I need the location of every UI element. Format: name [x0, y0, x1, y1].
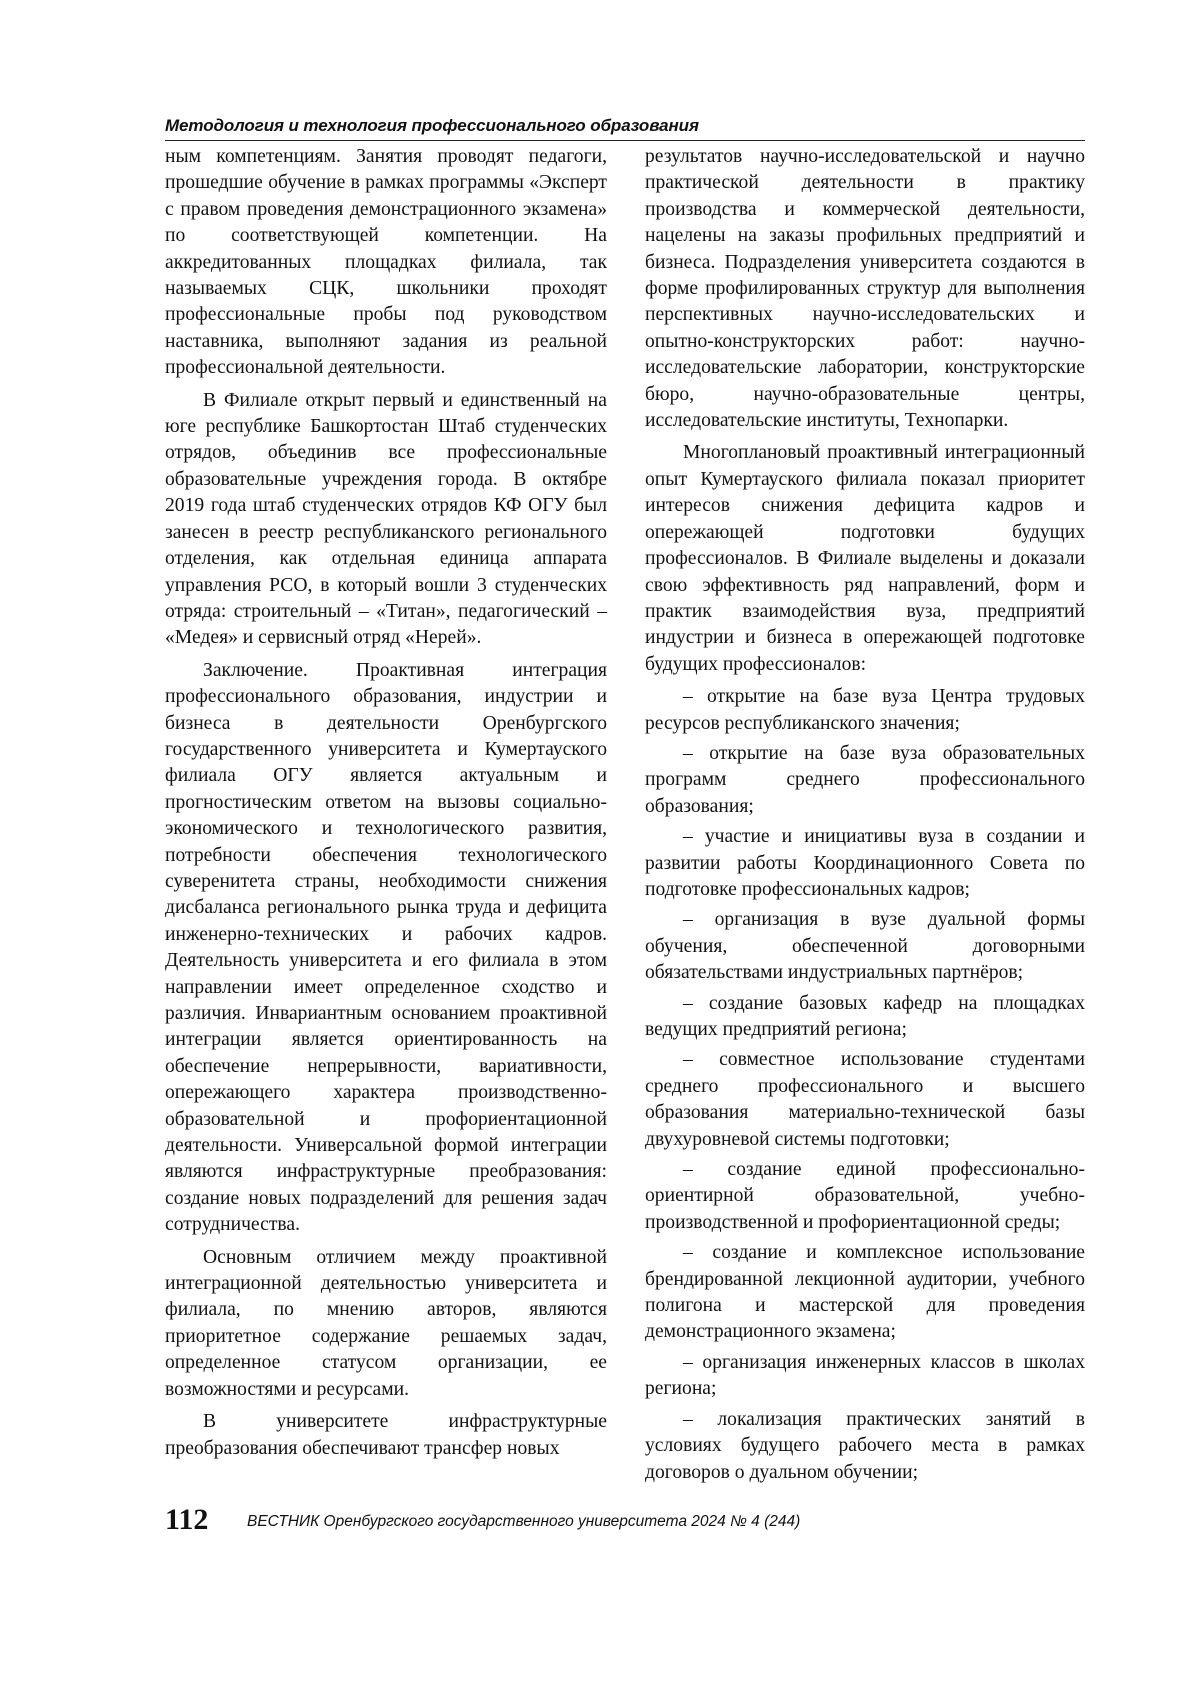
- list-item: – создание базовых кафедр на площадках ведущих предприятий региона;: [645, 992, 1085, 1040]
- list-item: – локализация практических занятий в условиях будущего рабочего места в рамках договоров о дуальном обучении;: [645, 1408, 1085, 1483]
- paragraph: В университете инфраструктурные преобразования обеспечивают трансфер новых: [165, 1411, 607, 1459]
- list-item: – организация инженерных классов в школах региона;: [645, 1351, 1085, 1400]
- paragraph: Заключение. Проактивная интеграция профессионального образования, индустрии и бизнеса в деятельности Оренбургского государственного университета и Кумертауского филиала ОГУ является актуальным и прогностическим ответом на вызовы социально-экономического и технологического развития, потребности обеспечения технологического суверенитета страны, необходимости снижения дисбаланса регионального рынка труда и дефицита инженерно-технических и рабочих кадров. Деятельность университета и его филиала в этом направлении имеет определенное сходство и различия. Инвариантным основанием проактивной интеграции является ориентированность на обеспечение непрерывности, вариативности, опережающего характера производственно-образовательной и профориентационной деятельности. Универсальной формой интеграции являются инфраструктурные преобразования: создание новых подразделений для решения задач сотрудничества.: [165, 659, 607, 1236]
- journal-title: ВЕСТНИК Оренбургского государственного университета 2024 № 4 (244): [247, 1513, 801, 1530]
- paragraph: Многоплановый проактивный интеграционный опыт Кумертауского филиала показал приоритет интересов снижения дефицита кадров и опережающей подготовки будущих профессионалов. В Филиале выделены и доказали свою эффективность ряд направлений, форм и практик взаимодействия вуза, предприятий индустрии и бизнеса в опережающей подготовке будущих профессионалов:: [645, 442, 1085, 675]
- list-item: – участие и инициативы вуза в создании и развитии работы Координационного Совета по подготовке профессиональных кадров;: [645, 826, 1085, 900]
- paragraph: В Филиале открыт первый и единственный на юге республике Башкортостан Штаб студенческих отрядов, объединив все профессиональные образовательные учреждения города. В октябре 2019 года штаб студенческих отрядов КФ ОГУ был занесен в реестр республиканского регионального отделения, как отдельная единица аппарата управления РСО, в который вошли 3 студенческих отряда: строительный – «Титан», педагогический – «Медея» и сервисный отряд «Нерей».: [165, 389, 607, 649]
- paragraph: ным компетенциям. Занятия проводят педагоги, прошедшие обучение в рамках программы «Эксперт с правом проведения демонстрационного экзамена» по соответствующей компетенции. На аккредитованных площадках филиала, так называемых СЦК, школьники проходят профессиональные пробы под руководством наставника, выполняют задания из реальной профессиональной деятельности.: [165, 146, 607, 379]
- running-header: [165, 116, 1085, 141]
- list-item: – создание единой профессионально-ориентирной образовательной, учебно-производственной и профориентационной среды;: [645, 1159, 1085, 1233]
- paragraph: результатов научно-исследовательской и научно практической деятельности в практику производства и коммерческой деятельности, нацелены на заказы профильных предприятий и бизнеса. Подразделения университета создаются в форме профилированных структур для выполнения перспективных научно-исследовательских и опытно-конструкторских работ: научно-исследовательские лаборатории, конструкторские бюро, научно-образовательные центры, исследовательские институты, Технопарки.: [645, 146, 1085, 432]
- list-item: – открытие на базе вуза Центра трудовых ресурсов республиканского значения;: [645, 686, 1085, 734]
- paragraph: Основным отличием между проактивной интеграционной деятельностью университета и филиала, по мнению авторов, являются приоритетное содержание решаемых задач, определенное статусом организации, ее возможностями и ресурсами.: [165, 1246, 607, 1400]
- running-title: Методология и технология профессионального образования: [165, 116, 699, 135]
- left-column: [165, 144, 607, 1468]
- right-column: [645, 144, 1085, 1490]
- page-footer: [165, 1502, 1085, 1542]
- list-item: – совместное использование студентами среднего профессионального и высшего образования материально-технической базы двухуровневой системы подготовки;: [645, 1049, 1085, 1150]
- list-item: – создание и комплексное использование брендированной лекционной аудитории, учебного полигона и мастерской для проведения демонстрационного экзамена;: [645, 1242, 1085, 1343]
- list-item: – организация в вузе дуальной формы обучения, обеспеченной договорными обязательствами индустриальных партнёров;: [645, 909, 1085, 984]
- list-item: – открытие на базе вуза образовательных программ среднего профессионального образования;: [645, 742, 1085, 817]
- page-number: 112: [165, 1503, 209, 1536]
